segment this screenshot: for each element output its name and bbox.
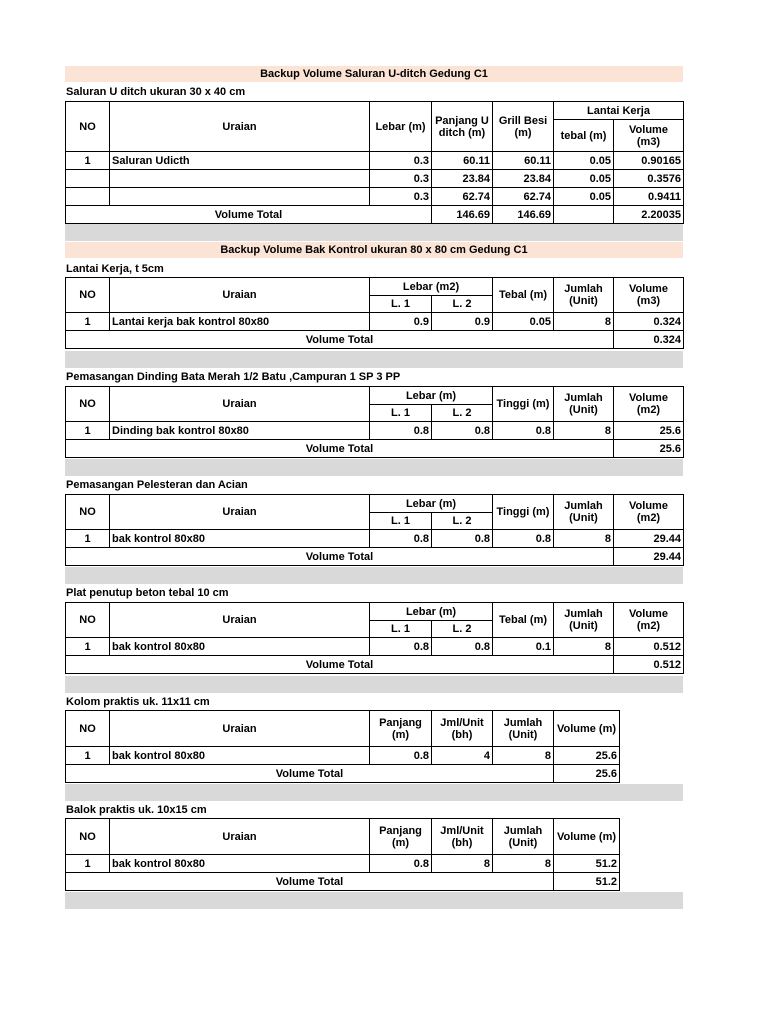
total-panjang: 146.69 [432, 206, 493, 224]
total-row: Volume Total 29.44 [66, 548, 684, 566]
section-3-subtitle: Pemasangan Dinding Bata Merah 1/2 Batu ,Campuran 1 SP 3 PP [66, 371, 401, 383]
table-row: 1 bak kontrol 80x80 0.8 0.8 0.1 8 0.512 [66, 638, 684, 656]
separator [65, 676, 683, 693]
header-tebal: tebal (m) [554, 120, 614, 152]
total-row: Volume Total 51.2 [66, 873, 620, 891]
section-4-subtitle: Pemasangan Pelesteran dan Acian [66, 479, 248, 491]
section-5-subtitle: Plat penutup beton tebal 10 cm [66, 587, 229, 599]
table-row: 1 bak kontrol 80x80 0.8 0.8 0.8 8 29.44 [66, 530, 684, 548]
section-2-title: Backup Volume Bak Kontrol ukuran 80 x 80 cm Gedung C1 [65, 242, 683, 258]
kolom-praktis-table: NO Uraian Panjang (m) Jml/Unit (bh) Jumlah (Unit) Volume (m) 1 bak kontrol 80x80 0.8 4 8 25.6 Volume Total 25.6 [65, 710, 620, 783]
plat-penutup-table: NO Uraian Lebar (m) Tebal (m) Jumlah (Unit) Volume (m2) L. 1 L. 2 1 bak kontrol 80x80 0.8 0.8 0.1 8 0.512 Volume Total 0.512 [65, 602, 684, 674]
lantai-kerja-table: NO Uraian Lebar (m2) Tebal (m) Jumlah (Unit) Volume (m3) L. 1 L. 2 1 Lantai kerja bak kontrol 80x80 0.9 0.9 0.05 8 0.324 Volume Total 0.324 [65, 277, 684, 349]
header-grill: Grill Besi (m) [493, 102, 554, 152]
header-lebar: Lebar (m) [370, 102, 432, 152]
total-row: Volume Total 25.6 [66, 440, 684, 458]
table-row: 1 Dinding bak kontrol 80x80 0.8 0.8 0.8 8 25.6 [66, 422, 684, 440]
total-grill: 146.69 [493, 206, 554, 224]
section-1-subtitle: Saluran U ditch ukuran 30 x 40 cm [66, 86, 246, 98]
balok-praktis-table: NO Uraian Panjang (m) Jml/Unit (bh) Jumlah (Unit) Volume (m) 1 bak kontrol 80x80 0.8 8 8 51.2 Volume Total 51.2 [65, 818, 620, 891]
section-6-subtitle: Kolom praktis uk. 11x11 cm [66, 696, 210, 708]
table-row: 1 bak kontrol 80x80 0.8 8 8 51.2 [66, 855, 620, 873]
header-uraian: Uraian [110, 102, 370, 152]
separator [65, 784, 683, 801]
total-row: Volume Total 0.324 [66, 331, 684, 349]
dinding-table: NO Uraian Lebar (m) Tinggi (m) Jumlah (Unit) Volume (m2) L. 1 L. 2 1 Dinding bak kontrol 80x80 0.8 0.8 0.8 8 25.6 Volume Total 25.6 [65, 386, 684, 458]
section-2-subtitle: Lantai Kerja, t 5cm [66, 263, 164, 275]
pelesteran-table: NO Uraian Lebar (m) Tinggi (m) Jumlah (Unit) Volume (m2) L. 1 L. 2 1 bak kontrol 80x80 0.8 0.8 0.8 8 29.44 Volume Total 29.44 [65, 494, 684, 566]
table-row: 1 Saluran Udicth 0.3 60.11 60.11 0.05 0.90165 [66, 152, 684, 170]
header-panjang: Panjang U ditch (m) [432, 102, 493, 152]
separator [65, 351, 683, 368]
separator [65, 459, 683, 476]
separator [65, 892, 683, 909]
section-7-subtitle: Balok praktis uk. 10x15 cm [66, 804, 207, 816]
total-row: Volume Total 25.6 [66, 765, 620, 783]
table-row: 1 bak kontrol 80x80 0.8 4 8 25.6 [66, 747, 620, 765]
total-label: Volume Total [66, 206, 432, 224]
table-row: 0.3 62.74 62.74 0.05 0.9411 [66, 188, 684, 206]
separator [65, 567, 683, 584]
separator [65, 224, 683, 241]
table-row: 0.3 23.84 23.84 0.05 0.3576 [66, 170, 684, 188]
table-row: 1 Lantai kerja bak kontrol 80x80 0.9 0.9 0.05 8 0.324 [66, 313, 684, 331]
total-volume: 2.20035 [614, 206, 684, 224]
udit-table [65, 101, 684, 224]
header-volume: Volume (m3) [614, 120, 684, 152]
section-1-title: Backup Volume Saluran U-ditch Gedung C1 [65, 66, 683, 82]
header-no: NO [66, 102, 110, 152]
header-lantai-kerja: Lantai Kerja [554, 102, 684, 120]
total-row [66, 206, 684, 224]
total-row: Volume Total 0.512 [66, 656, 684, 674]
